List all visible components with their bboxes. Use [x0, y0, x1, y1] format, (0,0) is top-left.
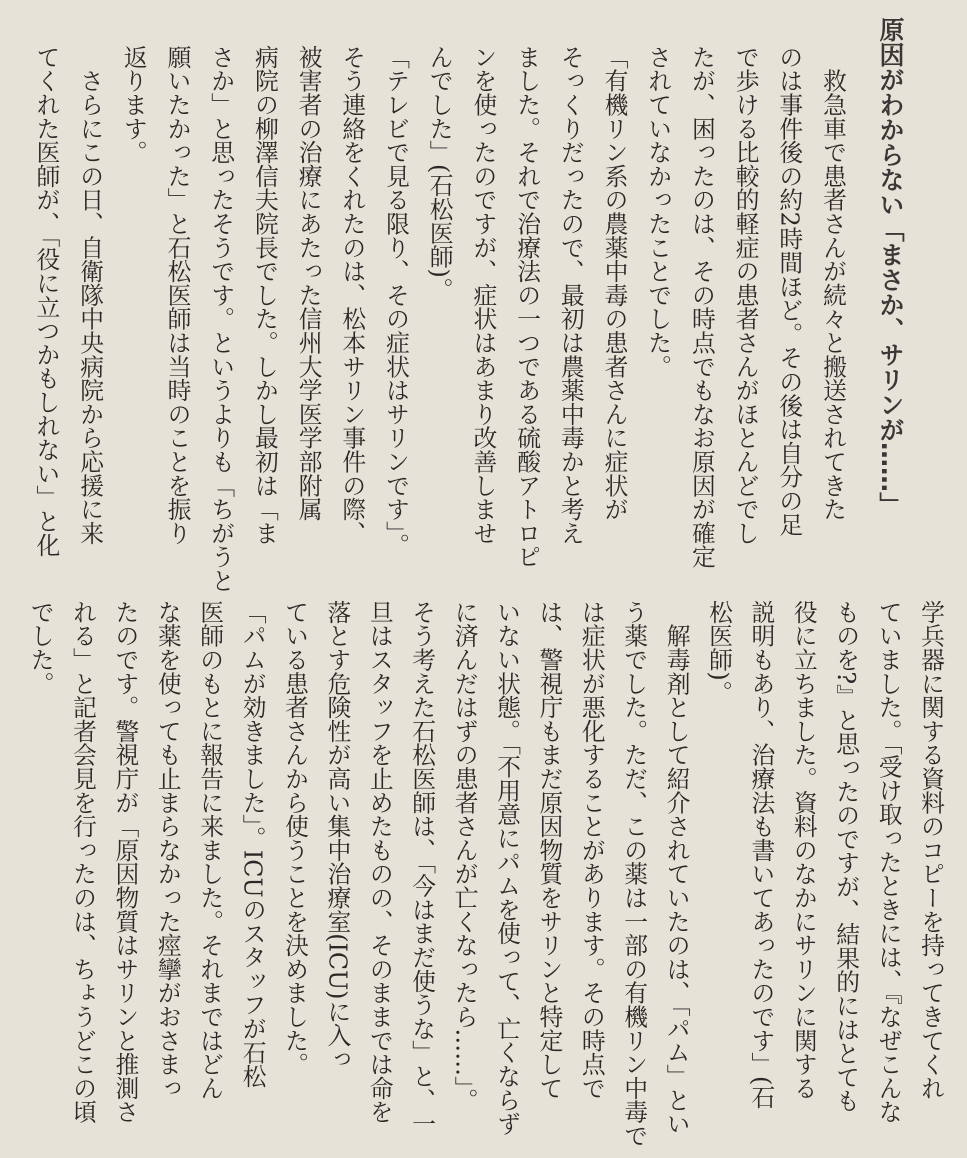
text-column: ものを?』と思ったのですが、結果的にはとても — [832, 600, 861, 1113]
text-column: に済んだはずの患者さんが亡くなったら……」。 — [450, 600, 479, 1112]
text-column: ていました。「受け取ったときには、『なぜこんな — [874, 600, 903, 1124]
text-column: は症状が悪化することがあります。その時点で — [577, 600, 606, 1100]
text-column: 返ります。 — [119, 45, 148, 164]
text-column: さか」と思ったそうです。というよりも「ちがうと — [207, 45, 236, 593]
text-column: 「パムが効きました」。ICUのスタッフが石松 — [238, 600, 267, 1088]
text-column: 被害者の治療にあたった信州大学医学部附属 — [294, 45, 323, 521]
text-column: されていなかったことでした。 — [644, 45, 673, 379]
text-column: 松医師)。 — [705, 600, 733, 705]
text-column: さらにこの日、自衛隊中央病院から応援に来 — [76, 45, 105, 545]
text-column: たのです。警視庁が「原因物質はサリンと推測さ — [111, 600, 140, 1124]
text-column: そう考えた石松医師は、「今はまだ使うな」と、一 — [408, 600, 437, 1136]
text-column: 役に立ちました。資料のなかにサリンに関する — [789, 600, 818, 1100]
text-column: ンを使ったのですが、症状はあまり改善しませ — [469, 45, 498, 545]
text-column: でした。 — [26, 600, 55, 696]
text-column: 願いたかった」と石松医師は当時のことを振り — [163, 45, 192, 545]
text-column: 救急車で患者さんが続々と搬送されてきた — [819, 45, 847, 521]
text-column: 医師のもとに報告に来ました。それまではどん — [196, 600, 225, 1100]
section-heading: 原因がわからない「まさか、サリンが……」 — [876, 17, 905, 517]
text-column: 旦はスタッフを止めたものの、そのままでは命を — [365, 600, 394, 1124]
text-column: な薬を使っても止まらなかった痙攣がおさまっ — [153, 600, 182, 1100]
text-column: 「テレビで見る限り、その症状はサリンです」。 — [382, 45, 410, 557]
text-column: ている患者さんから使うことを決めました。 — [281, 600, 309, 1076]
text-column: 落とす危険性が高い集中治療室(ICU)に入っ — [323, 600, 352, 1071]
text-column: 学兵器に関する資料のコピーを持ってきてくれ — [917, 600, 945, 1100]
text-column: 「有機リン系の農薬中毒の患者さんに症状が — [600, 45, 629, 521]
text-column: は、警視庁もまだ原因物質をサリンと特定して — [535, 600, 564, 1100]
text-column: う薬でした。ただ、この薬は一部の有機リン中毒で — [620, 600, 649, 1148]
text-column: れる」と記者会見を行ったのは、ちょうどこの頃 — [69, 600, 97, 1124]
text-column: いない状態。「不用意にパムを使って、亡くならず — [493, 600, 521, 1136]
text-column: んでした」(石松医師)。 — [425, 45, 454, 302]
text-column: 解毒剤として紹介されていたのは、「パム」とい — [662, 600, 691, 1136]
text-column: てくれた医師が、「役に立つかもしれない」と化 — [32, 45, 61, 557]
text-column: そう連絡をくれたのは、松本サリン事件の際、 — [338, 45, 367, 545]
text-column: ました。それで治療法の一つである硫酸アトロピ — [513, 45, 542, 569]
text-column: 病院の柳澤信夫院長でした。しかし最初は「ま — [250, 45, 279, 545]
text-column: のは事件後の約2時間ほど。その後は自分の足 — [775, 45, 804, 537]
text-column: で歩ける比較的軽症の患者さんがほとんどでし — [731, 45, 760, 545]
text-column: 説明もあり、治療法も書いてあったのです」(石 — [747, 600, 776, 1110]
text-column: そっくりだったので、最初は農薬中毒かと考え — [556, 45, 585, 545]
text-column: たが、困ったのは、その時点でもなお原因が確定 — [687, 45, 716, 569]
